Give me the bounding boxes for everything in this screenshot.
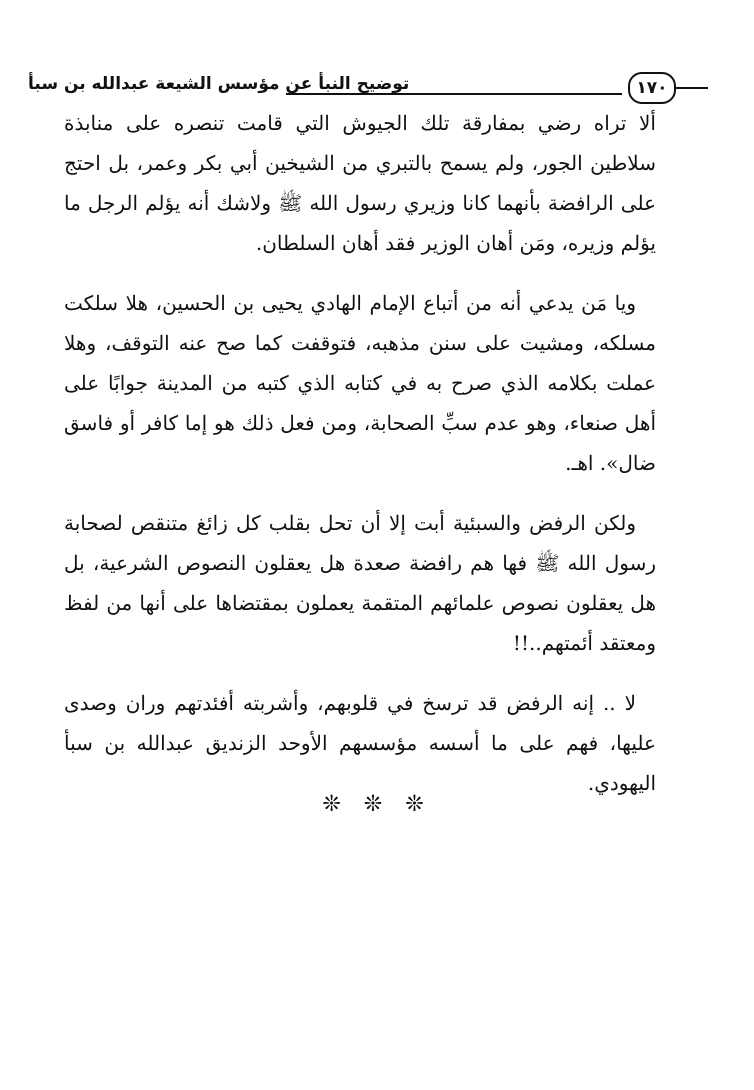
paragraph-3: ولكن الرفض والسبئية أبت إلا أن تحل بقلب كل زائغ متنقص لصحابة رسول الله ﷺ فها هم رافضة صعدة هل يعقلون النصوص الشرعية، بل هل يعقلون نصوص علمائهم المتقمة يعملون بمقتضاها على أنها من لفظ ومعتقد أئمتهم..!! bbox=[64, 511, 656, 655]
paragraph-1: ألا تراه رضي بمفارقة تلك الجيوش التي قامت تنصره على منابذة سلاطين الجور، ولم يسمح بالتبري من الشيخين أبي بكر وعمر، بل احتج على الرافضة بأنهما كانا وزيري رسول الله ﷺ ولاشك أنه يؤلم الرجل ما يؤلم وزيره، ومَن أهان الوزير فقد أهان السلطان. bbox=[64, 111, 656, 255]
section-separator: ❊ ❊ ❊ bbox=[322, 792, 432, 817]
page-number: ١٧٠ bbox=[628, 72, 676, 104]
paragraph-2: ويا مَن يدعي أنه من أتباع الإمام الهادي يحيى بن الحسين، هلا سلكت مسلكه، ومشيت على سنن مذهبه، فتوقفت كما صح عنه التوقف، وهلا عملت بكلامه الذي صرح به في كتابه الذي كتبه من المدينة جوابًا على أهل صنعاء، وهو عدم سبِّ الصحابة، ومن فعل ذلك هو إما كافر أو فاسق ضال». اهـ. bbox=[64, 291, 657, 475]
header-rule-tail bbox=[676, 87, 708, 89]
paragraph-4: لا .. إنه الرفض قد ترسخ في قلوبهم، وأشربته أفئدتهم وران وصدى عليها، فهم على ما أسسه مؤسسهم الأوحد الزنديق عبدالله بن سبأ اليهودي. bbox=[64, 691, 656, 795]
header-rule bbox=[286, 93, 622, 95]
running-title: توضيح النبأ عن مؤسس الشيعة عبدالله بن سبأ bbox=[28, 74, 410, 94]
body-text bbox=[64, 103, 656, 823]
page-header bbox=[28, 72, 678, 106]
